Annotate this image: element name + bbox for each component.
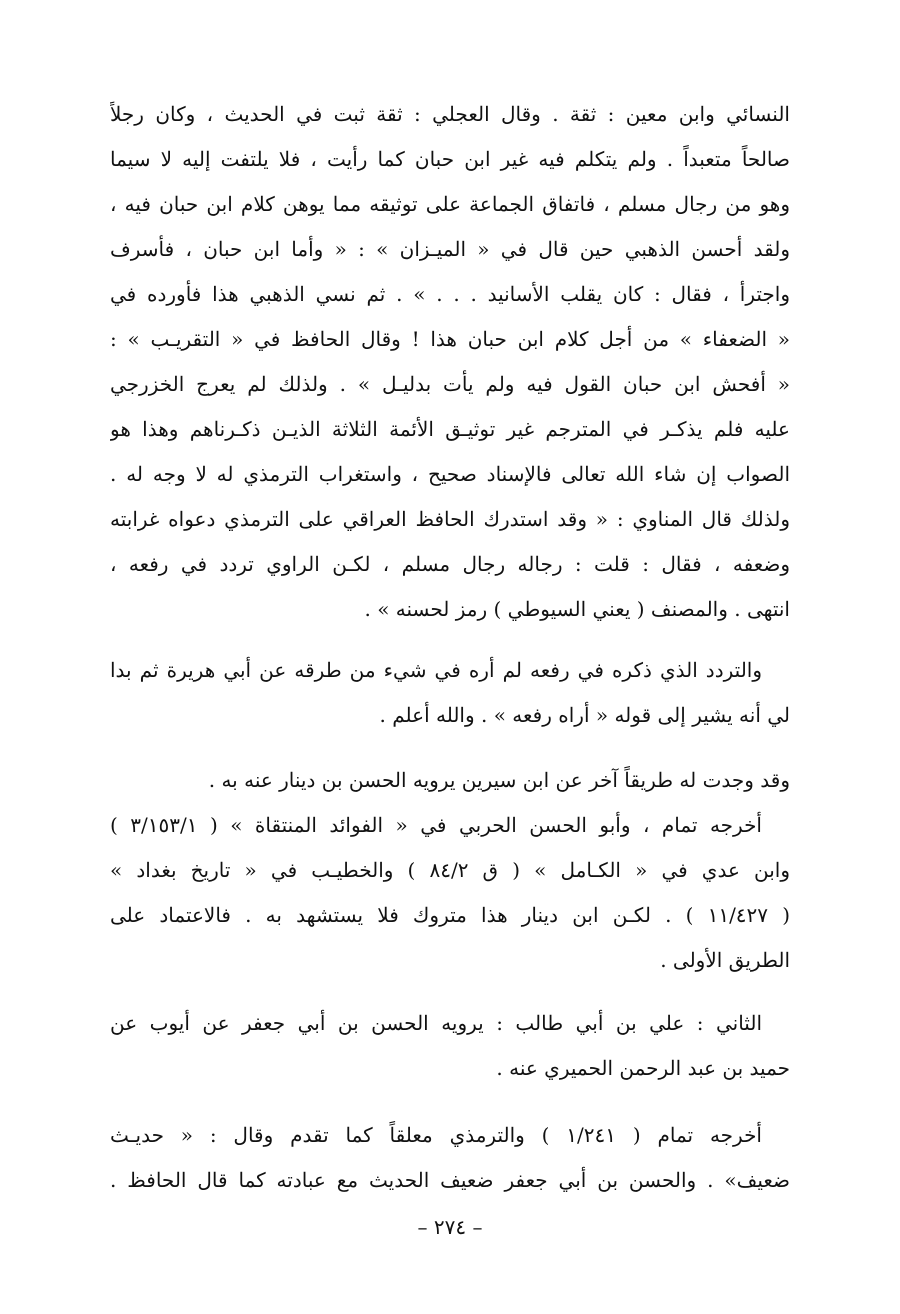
text-line: ولذلك قال المناوي : « وقد استدرك الحافظ العراقي على الترمذي دعواه غرابته	[110, 507, 790, 531]
text-line: الصواب إن شاء الله تعالى فالإسناد صحيح ، واستغراب الترمذي له لا وجه له .	[110, 462, 790, 486]
text-line: الثاني : علي بن أبي طالب : يرويه الحسن بن أبي جعفر عن أيوب عن	[110, 1011, 762, 1035]
text-line: أخرجه تمام ، وأبو الحسن الحربي في « الفوائد المنتقاة » ( ٣/١٥٣/١ )	[110, 813, 762, 837]
text-line: أخرجه تمام ( ١/٢٤١ ) والترمذي معلقاً كما تقدم وقال : « حديـث	[110, 1123, 762, 1147]
text-line: « الضعفاء » من أجل كلام ابن حبان هذا ! وقال الحافظ في « التقريـب » :	[110, 327, 790, 351]
paragraph-second-narration	[110, 1001, 790, 1091]
paragraph-another-route	[110, 758, 790, 983]
paragraph-gap	[110, 1091, 790, 1113]
text-line: وقد وجدت له طريقاً آخر عن ابن سيرين يرويه الحسن بن دينار عنه به .	[208, 768, 790, 792]
text-line: عليه فلم يذكـر في المترجم غير توثيـق الأئمة الثلاثة الذيـن ذكـرناهم وهذا هو	[110, 417, 790, 441]
paragraph-narrator-assessment	[110, 92, 790, 632]
text-line: ضعيف» . والحسن بن أبي جعفر ضعيف الحديث مع عبادته كما قال الحافظ .	[110, 1168, 790, 1192]
text-line: حميد بن عبد الرحمن الحميري عنه .	[496, 1056, 790, 1080]
paragraph-gap	[110, 632, 790, 648]
text-line: صالحاً متعبداً . ولم يتكلم فيه غير ابن حبان كما رأيت ، فلا يلتفت إليه لا سيما	[110, 147, 790, 171]
text-line: الطريق الأولى .	[660, 948, 790, 972]
paragraph-gap	[110, 983, 790, 1001]
paragraph-tammam-reference	[110, 1113, 790, 1203]
text-line: واجترأ ، فقال : كان يقلب الأسانيد . . . » . ثم نسي الذهبي هذا فأورده في	[110, 282, 790, 306]
text-line: « أفحش ابن حبان القول فيه ولم يأت بدليـل » . ولذلك لم يعرج الخزرجي	[110, 372, 790, 396]
text-line: ولقد أحسن الذهبي حين قال في « الميـزان » : « وأما ابن حبان ، فأسرف	[110, 237, 790, 261]
text-line: النسائي وابن معين : ثقة . وقال العجلي : ثقة ثبت في الحديث ، وكان رجلاً	[110, 102, 790, 126]
page-number: – ٢٧٤ –	[417, 1215, 483, 1239]
text-line: وضعفه ، فقال : قلت : رجاله رجال مسلم ، لكـن الراوي تردد في رفعه ،	[110, 552, 790, 576]
text-line: وهو من رجال مسلم ، فاتفاق الجماعة على توثيقه مما يوهن كلام ابن حبان فيه ،	[110, 192, 790, 216]
text-line: انتهى . والمصنف ( يعني السيوطي ) رمز لحسنه » .	[364, 597, 790, 621]
text-line: ( ١١/٤٢٧ ) . لكـن ابن دينار هذا متروك فلا يستشهد به . فالاعتماد على	[110, 903, 790, 927]
paragraph-hesitation-note	[110, 648, 790, 738]
text-line: وابن عدي في « الكـامل » ( ق ٨٤/٢ ) والخطيـب في « تاريخ بغداد »	[110, 858, 790, 882]
paragraph-gap	[110, 738, 790, 758]
text-line: والتردد الذي ذكره في رفعه لم أره في شيء من طرقه عن أبي هريرة ثم بدا	[110, 658, 762, 682]
page-body	[110, 92, 790, 1203]
text-line: لي أنه يشير إلى قوله « أراه رفعه » . والله أعلم .	[379, 703, 790, 727]
